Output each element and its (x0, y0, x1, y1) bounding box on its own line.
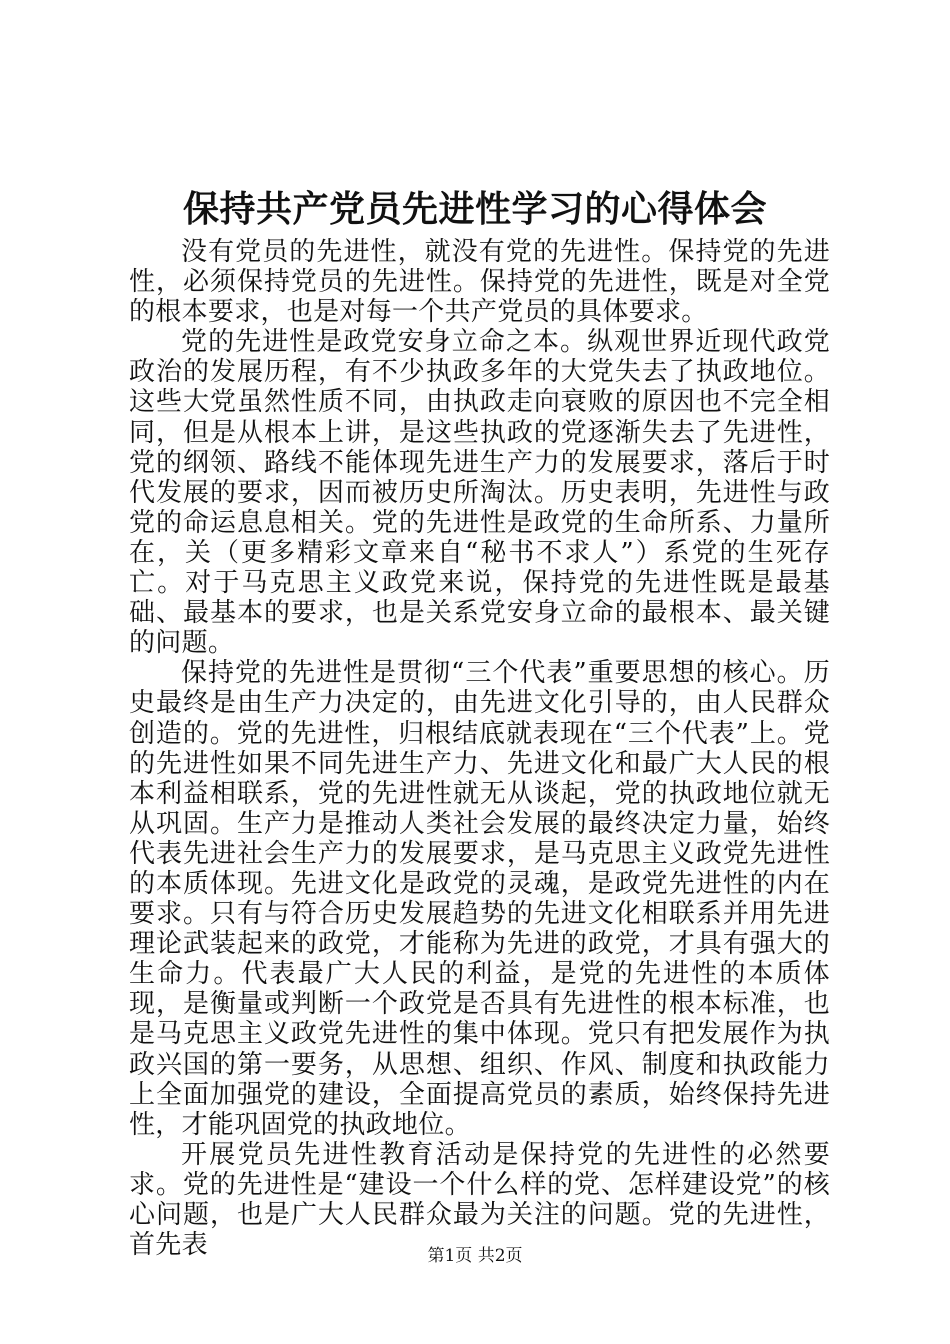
paragraph-1: 没有党员的先进性，就没有党的先进性。保持党的先进性，必须保持党员的先进性。保持党的先进性，既是对全党的根本要求，也是对每一个共产党员的具体要求。 (129, 237, 830, 328)
paragraph-4: 开展党员先进性教育活动是保持党的先进性的必然要求。党的先进性是“建设一个什么样的党、怎样建设党”的核心问题，也是广大人民群众最为关注的问题。党的先进性，首先表 (129, 1139, 830, 1261)
paragraph-2: 党的先进性是政党安身立命之本。纵观世界近现代政党政治的发展历程，有不少执政多年的大党失去了执政地位。这些大党虽然性质不同，由执政走向衰败的原因也不完全相同，但是从根本上讲，是这些执政的党逐渐失去了先进性，党的纲领、路线不能体现先进生产力的发展要求，落后于时代发展的要求，因而被历史所淘汰。历史表明，先进性与政党的命运息息相关。党的先进性是政党的生命所系、力量所在，关（更多精彩文章来自“秘书不求人”）系党的生死存亡。对于马克思主义政党来说，保持党的先进性既是最基础、最基本的要求，也是关系党安身立命的最根本、最关键的问题。 (129, 327, 830, 659)
document-body (129, 237, 830, 1260)
document-title: 保持共产党员先进性学习的心得体会 (182, 188, 767, 230)
page-number-footer: 第1页 共2页 (427, 1246, 523, 1266)
paragraph-3: 保持党的先进性是贯彻“三个代表”重要思想的核心。历史最终是由生产力决定的，由先进文化引导的，由人民群众创造的。党的先进性，归根结底就表现在“三个代表”上。党的先进性如果不同先进生产力、先进文化和最广大人民的根本利益相联系，党的先进性就无从谈起，党的执政地位就无从巩固。生产力是推动人类社会发展的最终决定力量，始终代表先进社会生产力的发展要求，是马克思主义政党先进性的本质体现。先进文化是政党的灵魂，是政党先进性的内在要求。只有与符合历史发展趋势的先进文化相联系并用先进理论武装起来的政党，才能称为先进的政党，才具有强大的生命力。代表最广大人民的利益，是党的先进性的本质体现，是衡量或判断一个政党是否具有先进性的根本标准，也是马克思主义政党先进性的集中体现。党只有把发展作为执政兴国的第一要务，从思想、组织、作风、制度和执政能力上全面加强党的建设，全面提高党员的素质，始终保持先进性，才能巩固党的执政地位。 (129, 658, 830, 1140)
